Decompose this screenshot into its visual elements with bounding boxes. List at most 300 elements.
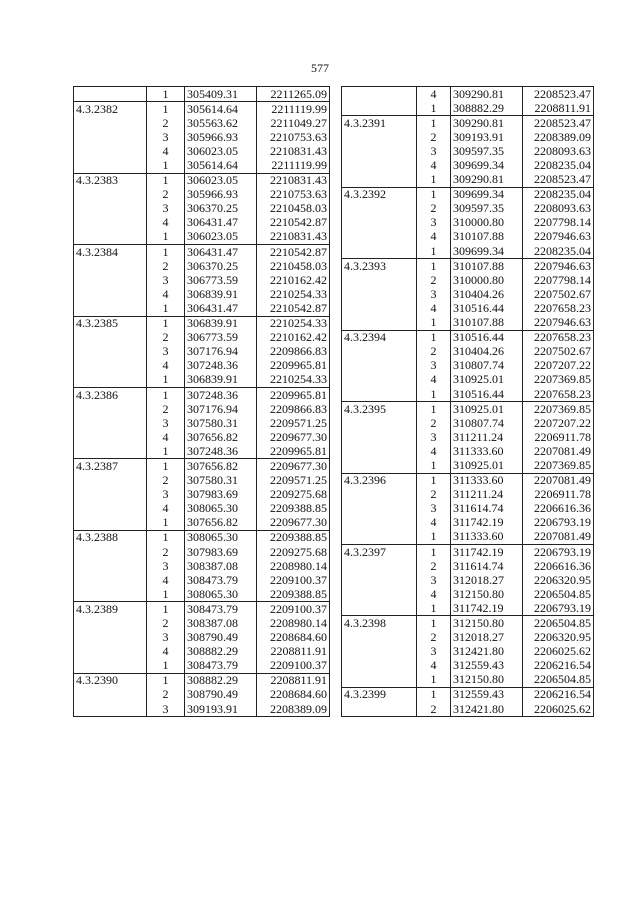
y-coordinate-cell: 2208980.14 [257, 559, 330, 573]
x-coordinate-cell: 310000.80 [451, 273, 523, 287]
plot-id-cell [342, 87, 417, 102]
x-coordinate-cell: 312559.43 [451, 687, 523, 702]
point-number-cell: 3 [147, 702, 185, 717]
table-row [342, 645, 594, 659]
y-coordinate-cell: 2210831.43 [257, 230, 330, 245]
plot-id-cell: 4.3.2389 [74, 602, 147, 617]
x-coordinate-cell: 312150.80 [451, 673, 523, 688]
plot-id-cell: 4.3.2396 [342, 473, 417, 488]
point-number-cell: 1 [417, 545, 451, 560]
x-coordinate-cell: 306370.25 [185, 202, 257, 216]
y-coordinate-cell: 2207658.23 [523, 387, 594, 402]
table-row [74, 631, 330, 645]
point-number-cell: 3 [162, 273, 169, 287]
y-coordinate-cell: 2210254.33 [257, 373, 330, 388]
point-number-cell: 4 [162, 430, 169, 444]
x-coordinate-cell: 309290.81 [451, 116, 523, 131]
x-coordinate-cell: 307983.69 [185, 488, 257, 502]
x-coordinate-cell: 308065.30 [185, 530, 257, 545]
point-number-cell: 1 [162, 301, 169, 315]
x-coordinate-cell: 307248.36 [185, 387, 257, 402]
y-coordinate-cell: 2209677.30 [257, 430, 330, 444]
plot-id-cell [342, 502, 417, 516]
plot-id-cell [74, 645, 147, 659]
point-number-cell: 3 [162, 559, 169, 573]
point-number-cell: 1 [430, 672, 437, 687]
point-number-cell: 1 [417, 187, 451, 202]
x-coordinate-cell: 307983.69 [185, 545, 257, 559]
point-number-cell: 2 [430, 487, 437, 502]
table-row [342, 387, 594, 402]
y-coordinate-cell: 2209965.81 [257, 387, 330, 402]
table-row [74, 188, 330, 202]
plot-id-cell: 4.3.2388 [74, 530, 147, 545]
x-coordinate-cell: 306839.91 [185, 373, 257, 388]
x-coordinate-cell: 306431.47 [185, 245, 257, 260]
point-number-cell: 3 [430, 573, 437, 587]
x-coordinate-cell: 311211.24 [451, 430, 523, 444]
x-coordinate-cell: 306431.47 [185, 301, 257, 316]
coordinates-table-left [73, 86, 330, 717]
plot-id-cell [342, 458, 417, 473]
point-number-cell: 1 [417, 687, 451, 702]
x-coordinate-cell: 308387.08 [185, 559, 257, 573]
point-number-cell: 2 [430, 344, 437, 359]
table-row [74, 573, 330, 587]
y-coordinate-cell: 2210458.03 [257, 202, 330, 216]
y-coordinate-cell: 2209677.30 [257, 459, 330, 474]
plot-id-cell [74, 301, 147, 316]
y-coordinate-cell: 2206216.54 [523, 687, 594, 702]
y-coordinate-cell: 2206616.36 [523, 502, 594, 516]
y-coordinate-cell: 2210542.87 [257, 245, 330, 260]
table-row [74, 259, 330, 273]
point-number-cell: 1 [430, 386, 437, 401]
point-number-cell: 1 [147, 316, 185, 331]
plot-id-cell: 4.3.2395 [342, 402, 417, 417]
point-number-cell: 4 [430, 515, 437, 530]
table-row [74, 331, 330, 345]
x-coordinate-cell: 309699.34 [451, 187, 523, 202]
y-coordinate-cell: 2206793.19 [523, 516, 594, 530]
point-number-cell: 2 [162, 687, 169, 702]
table-row [342, 416, 594, 430]
table-row [342, 158, 594, 172]
x-coordinate-cell: 309699.34 [451, 244, 523, 259]
plot-id-cell: 4.3.2399 [342, 687, 417, 702]
page-number: 577 [311, 61, 329, 75]
y-coordinate-cell: 2207946.63 [523, 230, 594, 244]
table-row [74, 373, 330, 388]
table-row [342, 244, 594, 259]
x-coordinate-cell: 311614.74 [451, 559, 523, 573]
x-coordinate-cell: 307176.94 [185, 345, 257, 359]
point-number-cell: 2 [162, 259, 169, 273]
y-coordinate-cell: 2208684.60 [257, 688, 330, 702]
table-row [74, 416, 330, 430]
point-number-cell: 2 [417, 702, 451, 717]
x-coordinate-cell: 311333.60 [451, 444, 523, 458]
plot-id-cell [74, 545, 147, 559]
point-number-cell: 1 [162, 658, 169, 673]
plot-id-cell [74, 87, 147, 102]
plot-id-cell [342, 601, 417, 616]
y-coordinate-cell: 2208093.63 [523, 202, 594, 216]
y-coordinate-cell: 2206025.62 [523, 645, 594, 659]
table-row [74, 602, 330, 617]
point-number-cell: 1 [430, 458, 437, 472]
plot-id-cell [74, 158, 147, 173]
point-number-cell: 4 [162, 573, 169, 587]
point-number-cell: 1 [417, 473, 451, 488]
table-row [74, 402, 330, 416]
table-row [74, 645, 330, 659]
table-row [74, 316, 330, 331]
x-coordinate-cell: 311614.74 [451, 502, 523, 516]
y-coordinate-cell: 2207369.85 [523, 402, 594, 417]
y-coordinate-cell: 2209275.68 [257, 545, 330, 559]
table-row [342, 301, 594, 315]
x-coordinate-cell: 310807.74 [451, 359, 523, 373]
table-row [74, 459, 330, 474]
table-row [342, 187, 594, 202]
table-row [342, 502, 594, 516]
table-row [342, 144, 594, 158]
y-coordinate-cell: 2206320.95 [523, 631, 594, 645]
y-coordinate-cell: 2208980.14 [257, 616, 330, 630]
y-coordinate-cell: 2209866.83 [257, 345, 330, 359]
plot-id-cell [74, 444, 147, 459]
plot-id-cell [342, 645, 417, 659]
y-coordinate-cell: 2206793.19 [523, 601, 594, 616]
x-coordinate-cell: 309290.81 [451, 173, 523, 188]
plot-id-cell [74, 373, 147, 388]
y-coordinate-cell: 2209866.83 [257, 402, 330, 416]
y-coordinate-cell: 2210254.33 [257, 287, 330, 301]
y-coordinate-cell: 2206025.62 [523, 702, 594, 717]
table-row [342, 287, 594, 301]
x-coordinate-cell: 306023.05 [185, 144, 257, 158]
point-number-cell: 1 [147, 602, 185, 617]
point-number-cell: 4 [430, 372, 437, 387]
plot-id-cell [342, 301, 417, 315]
y-coordinate-cell: 2206911.78 [523, 488, 594, 502]
point-number-cell: 1 [147, 173, 185, 188]
point-number-cell: 4 [162, 287, 169, 301]
plot-id-cell [74, 631, 147, 645]
x-coordinate-cell: 309597.35 [451, 144, 523, 158]
plot-id-cell [342, 130, 417, 144]
table-row [74, 130, 330, 144]
plot-id-cell [74, 287, 147, 301]
y-coordinate-cell: 2207081.49 [523, 444, 594, 458]
table-row [74, 144, 330, 158]
point-number-cell: 3 [162, 487, 169, 502]
table-row [74, 230, 330, 245]
plot-id-cell [74, 188, 147, 202]
table-row [342, 402, 594, 417]
plot-id-cell [342, 631, 417, 645]
x-coordinate-cell: 311742.19 [451, 601, 523, 616]
y-coordinate-cell: 2207946.63 [523, 259, 594, 274]
table-row [342, 230, 594, 244]
y-coordinate-cell: 2208235.04 [523, 244, 594, 259]
table-row [74, 488, 330, 502]
point-number-cell: 1 [162, 444, 169, 458]
plot-id-cell [74, 202, 147, 216]
table-row [342, 702, 594, 717]
table-row [342, 488, 594, 502]
plot-id-cell [74, 474, 147, 488]
y-coordinate-cell: 2210162.42 [257, 331, 330, 345]
table-row [74, 616, 330, 630]
y-coordinate-cell: 2208811.91 [257, 673, 330, 688]
y-coordinate-cell: 2208523.47 [523, 116, 594, 131]
plot-id-cell [74, 559, 147, 573]
y-coordinate-cell: 2210753.63 [257, 188, 330, 202]
plot-id-cell [342, 101, 417, 116]
x-coordinate-cell: 310107.88 [451, 316, 523, 331]
point-number-cell: 1 [430, 101, 437, 115]
plot-id-cell: 4.3.2394 [342, 330, 417, 345]
plot-id-cell: 4.3.2385 [74, 316, 147, 331]
point-number-cell: 3 [430, 358, 437, 373]
table-row [74, 559, 330, 573]
y-coordinate-cell: 2207502.67 [523, 287, 594, 301]
table-row [342, 430, 594, 444]
point-number-cell: 4 [162, 358, 169, 373]
plot-id-cell [342, 230, 417, 244]
plot-id-cell [74, 616, 147, 630]
plot-id-cell [342, 373, 417, 387]
table-row [74, 102, 330, 117]
table-row [74, 287, 330, 301]
table-row [74, 688, 330, 702]
y-coordinate-cell: 2206504.85 [523, 587, 594, 601]
point-number-cell: 3 [162, 416, 169, 430]
table-row [342, 631, 594, 645]
table-row [342, 616, 594, 631]
table-row [342, 458, 594, 473]
x-coordinate-cell: 308065.30 [185, 502, 257, 516]
y-coordinate-cell: 2208235.04 [523, 158, 594, 172]
y-coordinate-cell: 2210831.43 [257, 144, 330, 158]
plot-id-cell [74, 345, 147, 359]
y-coordinate-cell: 2210254.33 [257, 316, 330, 331]
x-coordinate-cell: 310925.01 [451, 373, 523, 387]
table-row [74, 430, 330, 444]
table-row [342, 316, 594, 331]
plot-id-cell [74, 402, 147, 416]
point-number-cell: 1 [162, 372, 169, 387]
x-coordinate-cell: 310000.80 [451, 216, 523, 230]
table-row [342, 687, 594, 702]
y-coordinate-cell: 2208093.63 [523, 144, 594, 158]
point-number-cell: 3 [430, 430, 437, 444]
table-row [342, 116, 594, 131]
x-coordinate-cell: 311333.60 [451, 530, 523, 545]
y-coordinate-cell: 2209388.85 [257, 587, 330, 602]
plot-id-cell [342, 359, 417, 373]
y-coordinate-cell: 2206793.19 [523, 545, 594, 560]
table-row [342, 101, 594, 116]
plot-id-cell: 4.3.2386 [74, 387, 147, 402]
table-row [342, 345, 594, 359]
plot-id-cell [342, 559, 417, 573]
plot-id-cell [342, 516, 417, 530]
table-row [342, 173, 594, 188]
plot-id-cell [74, 430, 147, 444]
table-row [342, 259, 594, 274]
x-coordinate-cell: 307176.94 [185, 402, 257, 416]
x-coordinate-cell: 305409.31 [185, 87, 257, 102]
point-number-cell: 1 [417, 330, 451, 345]
table-row [342, 202, 594, 216]
point-number-cell: 2 [430, 416, 437, 430]
x-coordinate-cell: 305966.93 [185, 188, 257, 202]
x-coordinate-cell: 312421.80 [451, 645, 523, 659]
table-row [74, 516, 330, 531]
table-row [74, 301, 330, 316]
y-coordinate-cell: 2208389.09 [257, 702, 330, 717]
plot-id-cell [342, 158, 417, 172]
plot-id-cell [342, 244, 417, 259]
point-number-cell: 3 [430, 644, 437, 659]
y-coordinate-cell: 2208523.47 [523, 87, 594, 102]
point-number-cell: 3 [430, 144, 437, 158]
y-coordinate-cell: 2207369.85 [523, 458, 594, 473]
plot-id-cell: 4.3.2390 [74, 673, 147, 688]
y-coordinate-cell: 2208523.47 [523, 173, 594, 188]
x-coordinate-cell: 307656.82 [185, 430, 257, 444]
y-coordinate-cell: 2210162.42 [257, 273, 330, 287]
point-number-cell: 3 [162, 344, 169, 359]
plot-id-cell [74, 144, 147, 158]
point-number-cell: 1 [147, 245, 185, 260]
plot-id-cell [342, 430, 417, 444]
x-coordinate-cell: 306023.05 [185, 173, 257, 188]
y-coordinate-cell: 2211119.99 [257, 158, 330, 173]
point-number-cell: 3 [430, 501, 437, 516]
y-coordinate-cell: 2210831.43 [257, 173, 330, 188]
y-coordinate-cell: 2209965.81 [257, 359, 330, 373]
table-row [342, 359, 594, 373]
point-number-cell: 2 [430, 273, 437, 287]
plot-id-cell [74, 216, 147, 230]
point-number-cell: 4 [430, 229, 437, 244]
plot-id-cell: 4.3.2382 [74, 102, 147, 117]
y-coordinate-cell: 2206216.54 [523, 659, 594, 673]
point-number-cell: 4 [430, 658, 437, 673]
table-row [342, 373, 594, 387]
plot-id-cell [342, 387, 417, 402]
point-number-cell: 2 [430, 130, 437, 144]
plot-id-cell [74, 116, 147, 130]
table-row [342, 216, 594, 230]
table-row [342, 130, 594, 144]
table-row [74, 216, 330, 230]
x-coordinate-cell: 312018.27 [451, 573, 523, 587]
table-row [74, 87, 330, 102]
point-number-cell: 3 [430, 287, 437, 301]
plot-id-cell: 4.3.2392 [342, 187, 417, 202]
y-coordinate-cell: 2207369.85 [523, 373, 594, 387]
point-number-cell: 1 [417, 259, 451, 274]
x-coordinate-cell: 306431.47 [185, 216, 257, 230]
table-row [74, 245, 330, 260]
plot-id-cell [342, 587, 417, 601]
x-coordinate-cell: 306773.59 [185, 331, 257, 345]
x-coordinate-cell: 308473.79 [185, 602, 257, 617]
table-row [342, 601, 594, 616]
plot-id-cell [74, 331, 147, 345]
y-coordinate-cell: 2209388.85 [257, 502, 330, 516]
x-coordinate-cell: 312150.80 [451, 616, 523, 631]
x-coordinate-cell: 307656.82 [185, 516, 257, 531]
table-row [342, 516, 594, 530]
y-coordinate-cell: 2206911.78 [523, 430, 594, 444]
x-coordinate-cell: 307580.31 [185, 416, 257, 430]
x-coordinate-cell: 308065.30 [185, 587, 257, 602]
point-number-cell: 3 [162, 630, 169, 645]
x-coordinate-cell: 311333.60 [451, 473, 523, 488]
y-coordinate-cell: 2210458.03 [257, 259, 330, 273]
x-coordinate-cell: 306023.05 [185, 230, 257, 245]
x-coordinate-cell: 307656.82 [185, 459, 257, 474]
plot-id-cell: 4.3.2398 [342, 616, 417, 631]
point-number-cell: 1 [147, 387, 185, 402]
plot-id-cell [74, 359, 147, 373]
table-row [342, 273, 594, 287]
table-row [342, 659, 594, 673]
point-number-cell: 4 [417, 87, 451, 102]
table-row [74, 273, 330, 287]
plot-id-cell [342, 316, 417, 331]
x-coordinate-cell: 308387.08 [185, 616, 257, 630]
point-number-cell: 1 [417, 116, 451, 131]
plot-id-cell [74, 488, 147, 502]
point-number-cell: 2 [162, 545, 169, 559]
y-coordinate-cell: 2210542.87 [257, 301, 330, 316]
x-coordinate-cell: 308473.79 [185, 573, 257, 587]
plot-id-cell [74, 259, 147, 273]
point-number-cell: 1 [417, 402, 451, 417]
x-coordinate-cell: 305966.93 [185, 130, 257, 144]
x-coordinate-cell: 312421.80 [451, 702, 523, 717]
y-coordinate-cell: 2208811.91 [523, 101, 594, 116]
point-number-cell: 1 [147, 87, 185, 102]
table-row [74, 474, 330, 488]
table-row [74, 116, 330, 130]
point-number-cell: 1 [417, 616, 451, 631]
plot-id-cell: 4.3.2384 [74, 245, 147, 260]
y-coordinate-cell: 2211119.99 [257, 102, 330, 117]
point-number-cell: 2 [430, 201, 437, 216]
plot-id-cell [342, 216, 417, 230]
y-coordinate-cell: 2207798.14 [523, 216, 594, 230]
y-coordinate-cell: 2209965.81 [257, 444, 330, 459]
x-coordinate-cell: 308790.49 [185, 631, 257, 645]
plot-id-cell [342, 144, 417, 158]
x-coordinate-cell: 309597.35 [451, 202, 523, 216]
y-coordinate-cell: 2207081.49 [523, 530, 594, 545]
table-row [342, 530, 594, 545]
x-coordinate-cell: 310107.88 [451, 230, 523, 244]
point-number-cell: 1 [147, 530, 185, 545]
point-number-cell: 4 [162, 501, 169, 516]
y-coordinate-cell: 2209100.37 [257, 602, 330, 617]
table-row [74, 702, 330, 717]
